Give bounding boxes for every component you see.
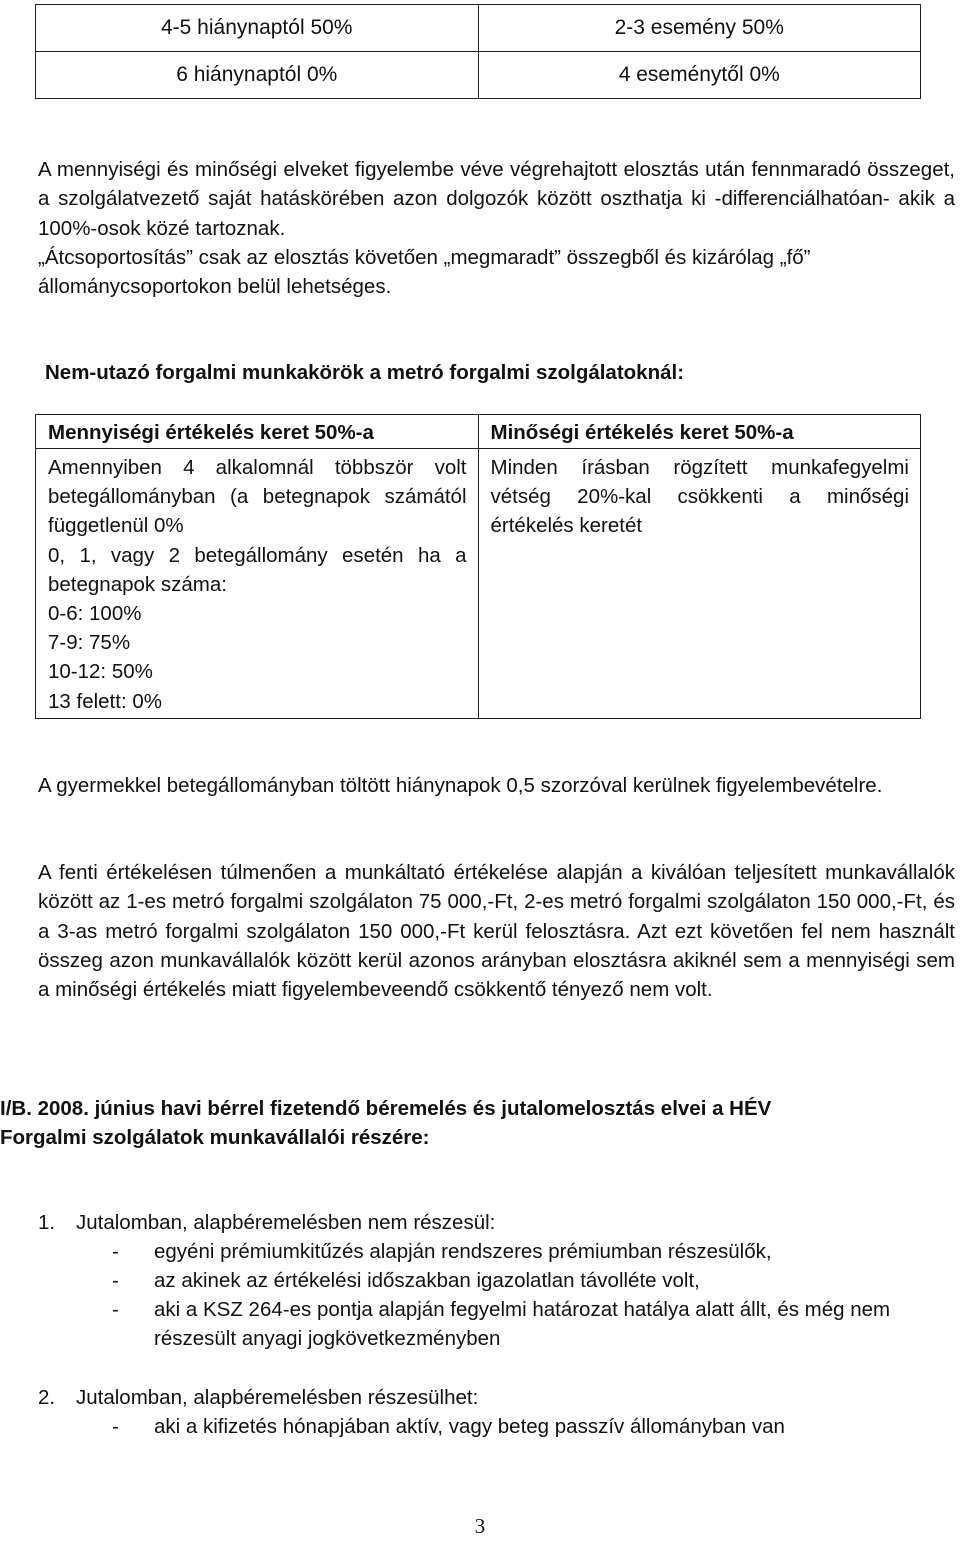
dash-marker: -	[112, 1298, 119, 1321]
dash-marker: -	[112, 1269, 119, 1292]
quantity-rule-line: 7-9: 75%	[48, 631, 131, 655]
list-number: 1.	[38, 1211, 56, 1234]
dash-marker: -	[112, 1240, 119, 1263]
paragraph-child-sickleave: A gyermekkel betegállományban töltött hiánynapok 0,5 szorzóval kerülnek figyelembevételre.	[38, 774, 883, 797]
section2-heading-line: I/B. 2008. június havi bérrel fizetendő béremelés és jutalomelosztás elvei a HÉV	[0, 1097, 772, 1120]
dash-marker: -	[112, 1415, 119, 1438]
paragraph-distribution: A mennyiségi és minőségi elveket figyelembe véve végrehajtott elosztás után fennmaradó összeget, a szolgálatvezető saját hatáskörében azon dolgozók között oszthatja ki -differenciálhatóan- akik a 100%-osok közé tartoznak.	[38, 158, 955, 240]
table-header-row	[36, 415, 921, 449]
quantity-rule-line: 0-6: 100%	[48, 602, 142, 626]
section2-heading-line: Forgalmi szolgálatok munkavállalói részére:	[0, 1126, 430, 1149]
page-number: 3	[474, 1514, 486, 1538]
top-threshold-table	[35, 4, 921, 99]
section2-heading	[0, 1094, 958, 1152]
table-cell: 4 eseménytől 0%	[478, 52, 921, 99]
list-title-row	[38, 1383, 955, 1412]
list-item	[112, 1266, 955, 1295]
quantity-criteria-text: Amennyiben 4 alkalomnál többször volt betegállományban (a betegnapok számától függetlenül 0%	[48, 456, 467, 538]
list-title: Jutalomban, alapbéremelésben nem részesül:	[76, 1211, 496, 1234]
list-item-text: aki a kifizetés hónapjában aktív, vagy beteg passzív állományban van	[154, 1415, 785, 1438]
quantity-rule-line: 0, 1, vagy 2 betegállomány esetén ha a betegnapok száma:	[48, 543, 467, 596]
quantity-rule-line: 13 felett: 0%	[48, 689, 162, 713]
table-row	[36, 449, 921, 719]
table-cell: 4-5 hiánynaptól 50%	[36, 5, 479, 52]
list-item-text: egyéni prémiumkitűzés alapján rendszeres prémiumban részesülők,	[154, 1240, 772, 1263]
list-item	[112, 1295, 955, 1353]
list-item	[112, 1237, 955, 1266]
table-row	[36, 5, 921, 52]
header-quantity: Mennyiségi értékelés keret 50%-a	[36, 415, 479, 449]
quality-criteria-text: Minden írásban rögzített munkafegyelmi vétség 20%-kal csökkenti a minőségi értékelés keretét	[490, 456, 909, 538]
list-title-row	[38, 1208, 955, 1237]
paragraph-regrouping: „Átcsoportosítás” csak az elosztás követően „megmaradt” összegből és kizárólag „fő” állománycsoportokon belül lehetséges.	[38, 246, 811, 299]
table-cell: 2-3 esemény 50%	[478, 5, 921, 52]
quality-criteria-cell	[478, 449, 921, 719]
quantity-rule-line: 10-12: 50%	[48, 660, 153, 684]
list-not-eligible	[38, 1208, 955, 1353]
list-number: 2.	[38, 1386, 56, 1409]
table-cell: 6 hiánynaptól 0%	[36, 52, 479, 99]
list-eligible	[38, 1383, 955, 1441]
table-row	[36, 52, 921, 99]
list-item	[112, 1412, 955, 1441]
section-heading: Nem-utazó forgalmi munkakörök a metró forgalmi szolgálatoknál:	[45, 361, 685, 384]
list-item-text: aki a KSZ 264-es pontja alapján fegyelmi határozat hatálya alatt állt, és még nem részesült anyagi jogkövetkezményben	[154, 1298, 891, 1350]
quantity-criteria-cell	[36, 449, 479, 719]
list-item-text: az akinek az értékelési időszakban igazolatlan távolléte volt,	[154, 1269, 700, 1292]
list-title: Jutalomban, alapbéremelésben részesülhet:	[76, 1386, 479, 1409]
paragraph-bonus-allocation: A fenti értékelésen túlmenően a munkáltató értékelése alapján a kiválóan teljesített munkavállalók között az 1-es metró forgalmi szolgálaton 75 000,-Ft, 2-es metró forgalmi szolgálaton 150 000,-Ft, és a 3-as metró forgalmi szolgálaton 150 000,-Ft kerül felosztásra. Azt ezt követően fel nem használt összeg azon munkavállalók között kerül azonos arányban elosztásra akiknél sem a mennyiségi sem a minőségi értékelés miatt figyelembeveendő csökkentő tényező nem volt.	[38, 861, 955, 1002]
evaluation-table	[35, 414, 921, 719]
header-quality: Minőségi értékelés keret 50%-a	[478, 415, 921, 449]
